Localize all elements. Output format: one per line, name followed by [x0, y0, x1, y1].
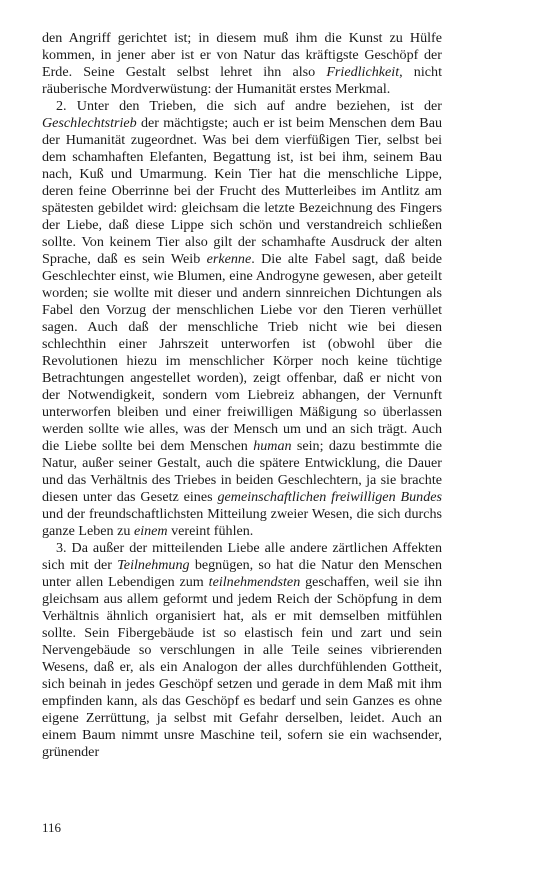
text-run: . Die alte Fabel sagt, daß beide Geschlechter einst, wie Blumen, eine Androgyne gewesen, aber geteilt worden; sie wollte mit dieser und andern sinnreichen Dichtungen als Fabel den Vorzug der menschlichen Liebe vor den Tieren verhüllet sagen. Auch daß der menschliche Trieb nicht wie bei diesen schlechthin einer Jahrszeit unterworfen ist (obwohl über die Revolutionen hiezu im menschlicher Körper noch keine tüchtige Betrachtungen angestellet worden), zeigt offenbar, daß er nicht von der Notwendigkeit, sondern vom Liebreiz abhangen, der Vernunft unterworfen bleiben und einer freiwilligen Mäßigung so überlassen werden sollte wie alles, was der Mensch um und an sich trägt. Auch die Liebe sollte bei dem Menschen	[42, 251, 442, 454]
book-page-text	[42, 30, 442, 761]
text-run: geschaffen, weil sie ihn gleichsam aus allem geformt und jedem Reich der Schöpfung in dem Verhältnis ähnlich organisiert hat, als er mit demselben mitfühlen sollte. Sein Fibergebäude ist so elastisch fein und zart und sein Nervengebäude so verschlungen in alle Teile seines vibrierenden Wesens, daß er, als ein Analogon der alles durchfühlenden Gottheit, sich beinah in jedes Geschöpf setzen und gerade in dem Maß mit ihm empfinden kann, als das Geschöpf es bedarf und sein Ganzes es ohne eigene Zerrüttung, ja selbst mit Gefahr derselben, leidet. Auch an einem Baum nimmt unsre Maschine teil, sofern sie ein wachsender, grünender	[42, 574, 442, 760]
text-run: , nicht räuberische Mordverwüstung: der Humanität erstes Merkmal.	[42, 64, 442, 97]
text-run: der mächtigste; auch er ist beim Menschen dem Bau der Humanität zugeordnet. Was bei dem vierfüßigen Tier, selbst bei dem schamhaften Elefanten, Begattung ist, ist bei ihm, seinem Bau nach, Kuß und Umarmung. Kein Tier hat die menschliche Lippe, deren feine Oberrinne bei der Frucht des Mutterleibes im Antlitz am spätesten gebildet wird: gleichsam die letzte Bezeichnung des Fingers der Liebe, daß diese Lippe sich schön und verstandreich schließen sollte. Von keinem Tier also gilt der schamhafte Ausdruck der alten Sprache, daß es sein Weib	[42, 115, 442, 267]
paragraph-2	[42, 98, 442, 540]
text-run: begnügen, so hat die Natur den Menschen unter allen Lebendigen zum	[42, 557, 442, 590]
text-run: 3. Da außer der mitteilenden Liebe alle andere zärtlichen Affekten sich mit der	[42, 540, 442, 573]
emphasis-text: Friedlichkeit	[326, 64, 400, 80]
text-run: den Angriff gerichtet ist; in diesem muß ihm die Kunst zu Hülfe kommen, in jener aber ist er von Natur das kräftigste Geschöpf der Erde. Seine Gestalt selbst lehret ihn also	[42, 30, 442, 80]
text-run: und der freundschaftlichsten Mitteilung zweier Wesen, die sich durchs ganze Leben zu	[42, 506, 442, 539]
emphasis-text: human	[253, 438, 292, 454]
emphasis-text: gemeinschaftlichen freiwilligen Bundes	[217, 489, 442, 505]
emphasis-text: Geschlechtstrieb	[42, 115, 137, 131]
text-run: vereint fühlen.	[167, 523, 254, 539]
paragraph-1	[42, 30, 442, 98]
text-run: sein; dazu bestimmte die Natur, außer seiner Gestalt, auch die spätere Entwicklung, die Dauer und das Verhältnis des Triebes in beiden Geschlechtern, ja sie brachte diesen unter das Gesetz eines	[42, 438, 443, 505]
emphasis-text: einem	[133, 523, 168, 539]
paragraph-3	[42, 540, 442, 761]
text-run: 2. Unter den Trieben, die sich auf andre beziehen, ist der	[56, 98, 442, 114]
emphasis-text: Teilnehmung	[117, 557, 190, 573]
page-number: 116	[42, 820, 62, 835]
emphasis-text: erkenne	[206, 251, 252, 267]
emphasis-text: teilnehmendsten	[208, 574, 301, 590]
